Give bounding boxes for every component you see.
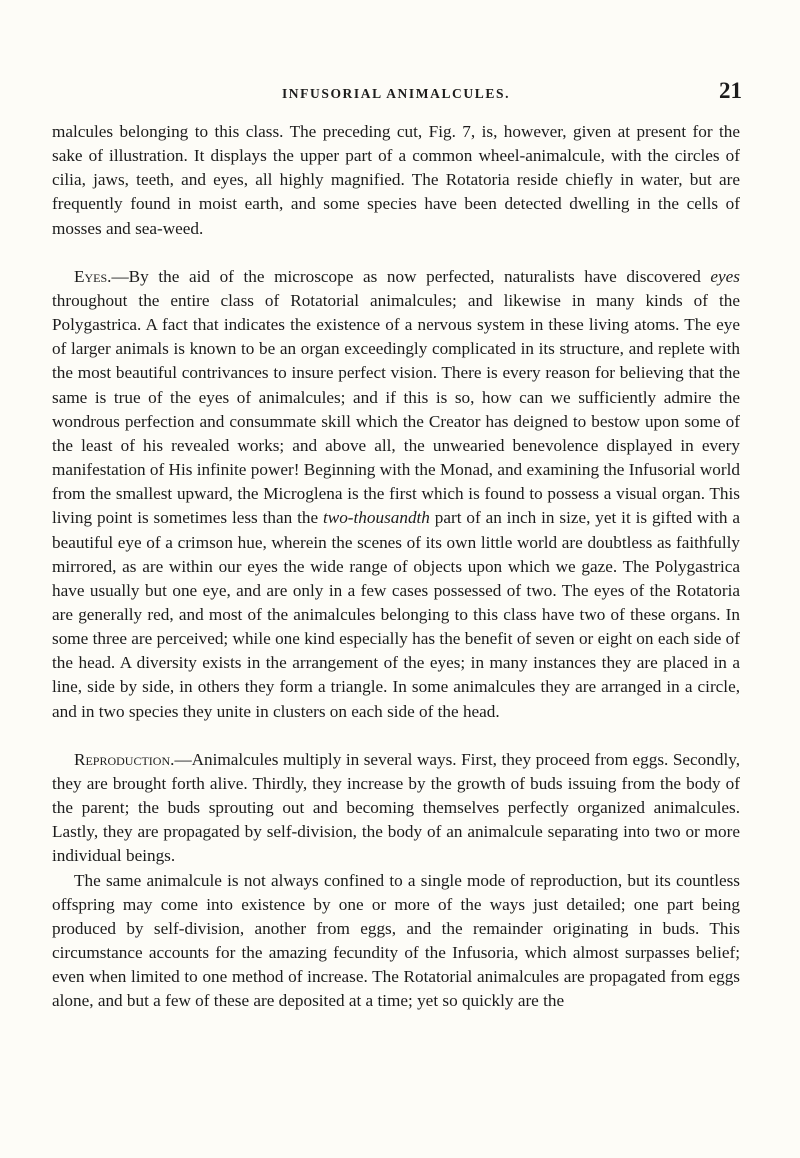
eyes-text-3: part of an inch in size, yet it is gifted with a beautiful eye of a crimson hue, wherein the scenes of its own little world are doubtless as faithfully mirrored, as are within our eyes the wide range of objects upon which we gaze. The Polygastrica have usually but one eye, and are only in a few cases possessed of two. The eyes of the Rotatoria are generally red, and most of the animalcules belonging to this class have two of these organs. In some three are perceived; while one kind especially has the benefit of seven or eight on each side of the head. A diversity exists in the arrangement of the eyes; in many instances they are placed in a line, side by side, in others they form a triangle. In some animalcules they are arranged in a circle, and in two species they unite in clusters on each side of the head.: [52, 508, 740, 721]
book-page: [52, 78, 740, 1013]
eyes-text-2: throughout the entire class of Rotatorial animalcules; and likewise in many kinds of the Polygastrica. A fact that indicates the existence of a nervous system in these living atoms. The eye of larger animals is known to be an organ exceedingly complicated in its structure, and replete with the most beautiful contrivances to insure perfect vision. There is every reason for believing that the same is true of the eyes of animalcules; and if this is so, how can we sufficiently admire the wondrous perfection and consummate skill which the Creator has deigned to bestow upon some of the least of his revealed works; and above all, the unwearied benevolence displayed in every manifestation of His infinite power! Beginning with the Monad, and examining the Infusorial world from the smallest upward, the Microglena is the first which is found to possess a visual organ. This living point is sometimes less than the: [52, 290, 740, 528]
eyes-italic-fraction: two-thousandth: [322, 508, 430, 528]
running-header: [52, 78, 740, 108]
eyes-text-1: —By the aid of the microscope as now perfected, naturalists have discovered: [111, 266, 711, 286]
paragraph-continuation: malcules belonging to this class. The preceding cut, Fig. 7, is, however, given at present for the sake of illustration. It displays the upper part of a common wheel-animalcule, with the circles of cilia, jaws, teeth, and eyes, all highly magnified. The Rotatoria reside chiefly in water, but are frequently found in moist earth, and some species have been detected dwelling in the cells of mosses and sea-weed.: [52, 122, 740, 238]
paragraph-modes: The same animalcule is not always confined to a single mode of reproduction, but its countless offspring may come into existence by one or more of the ways just detailed; one part being produced by self-division, another from eggs, and the remainder originating in buds. This circumstance accounts for the amazing fecundity of the Infusoria, which almost surpasses belief; even when limited to one method of increase. The Rotatorial animalcules are propagated from eggs alone, and but a few of these are deposited at a time; yet so quickly are the: [52, 870, 740, 1011]
reproduction-text: —Animalcules multiply in several ways. First, they proceed from eggs. Secondly, they are brought forth alive. Thirdly, they increase by the growth of buds issuing from the body of the parent; the buds sprouting out and becoming themselves perfectly organized animalcules. Lastly, they are propagated by self-division, the body of an animalcule separating into two or more individual beings.: [52, 749, 740, 866]
page-number: 21: [719, 78, 742, 103]
section-heading-eyes: Eyes.: [74, 266, 112, 286]
section-heading-reproduction: Reproduction.: [74, 749, 175, 769]
paragraph-eyes: [52, 265, 740, 724]
running-title: INFUSORIAL ANIMALCULES.: [281, 86, 511, 101]
paragraph-reproduction: [52, 748, 740, 869]
body-text: [52, 120, 740, 1013]
eyes-italic-word: eyes: [710, 266, 740, 286]
